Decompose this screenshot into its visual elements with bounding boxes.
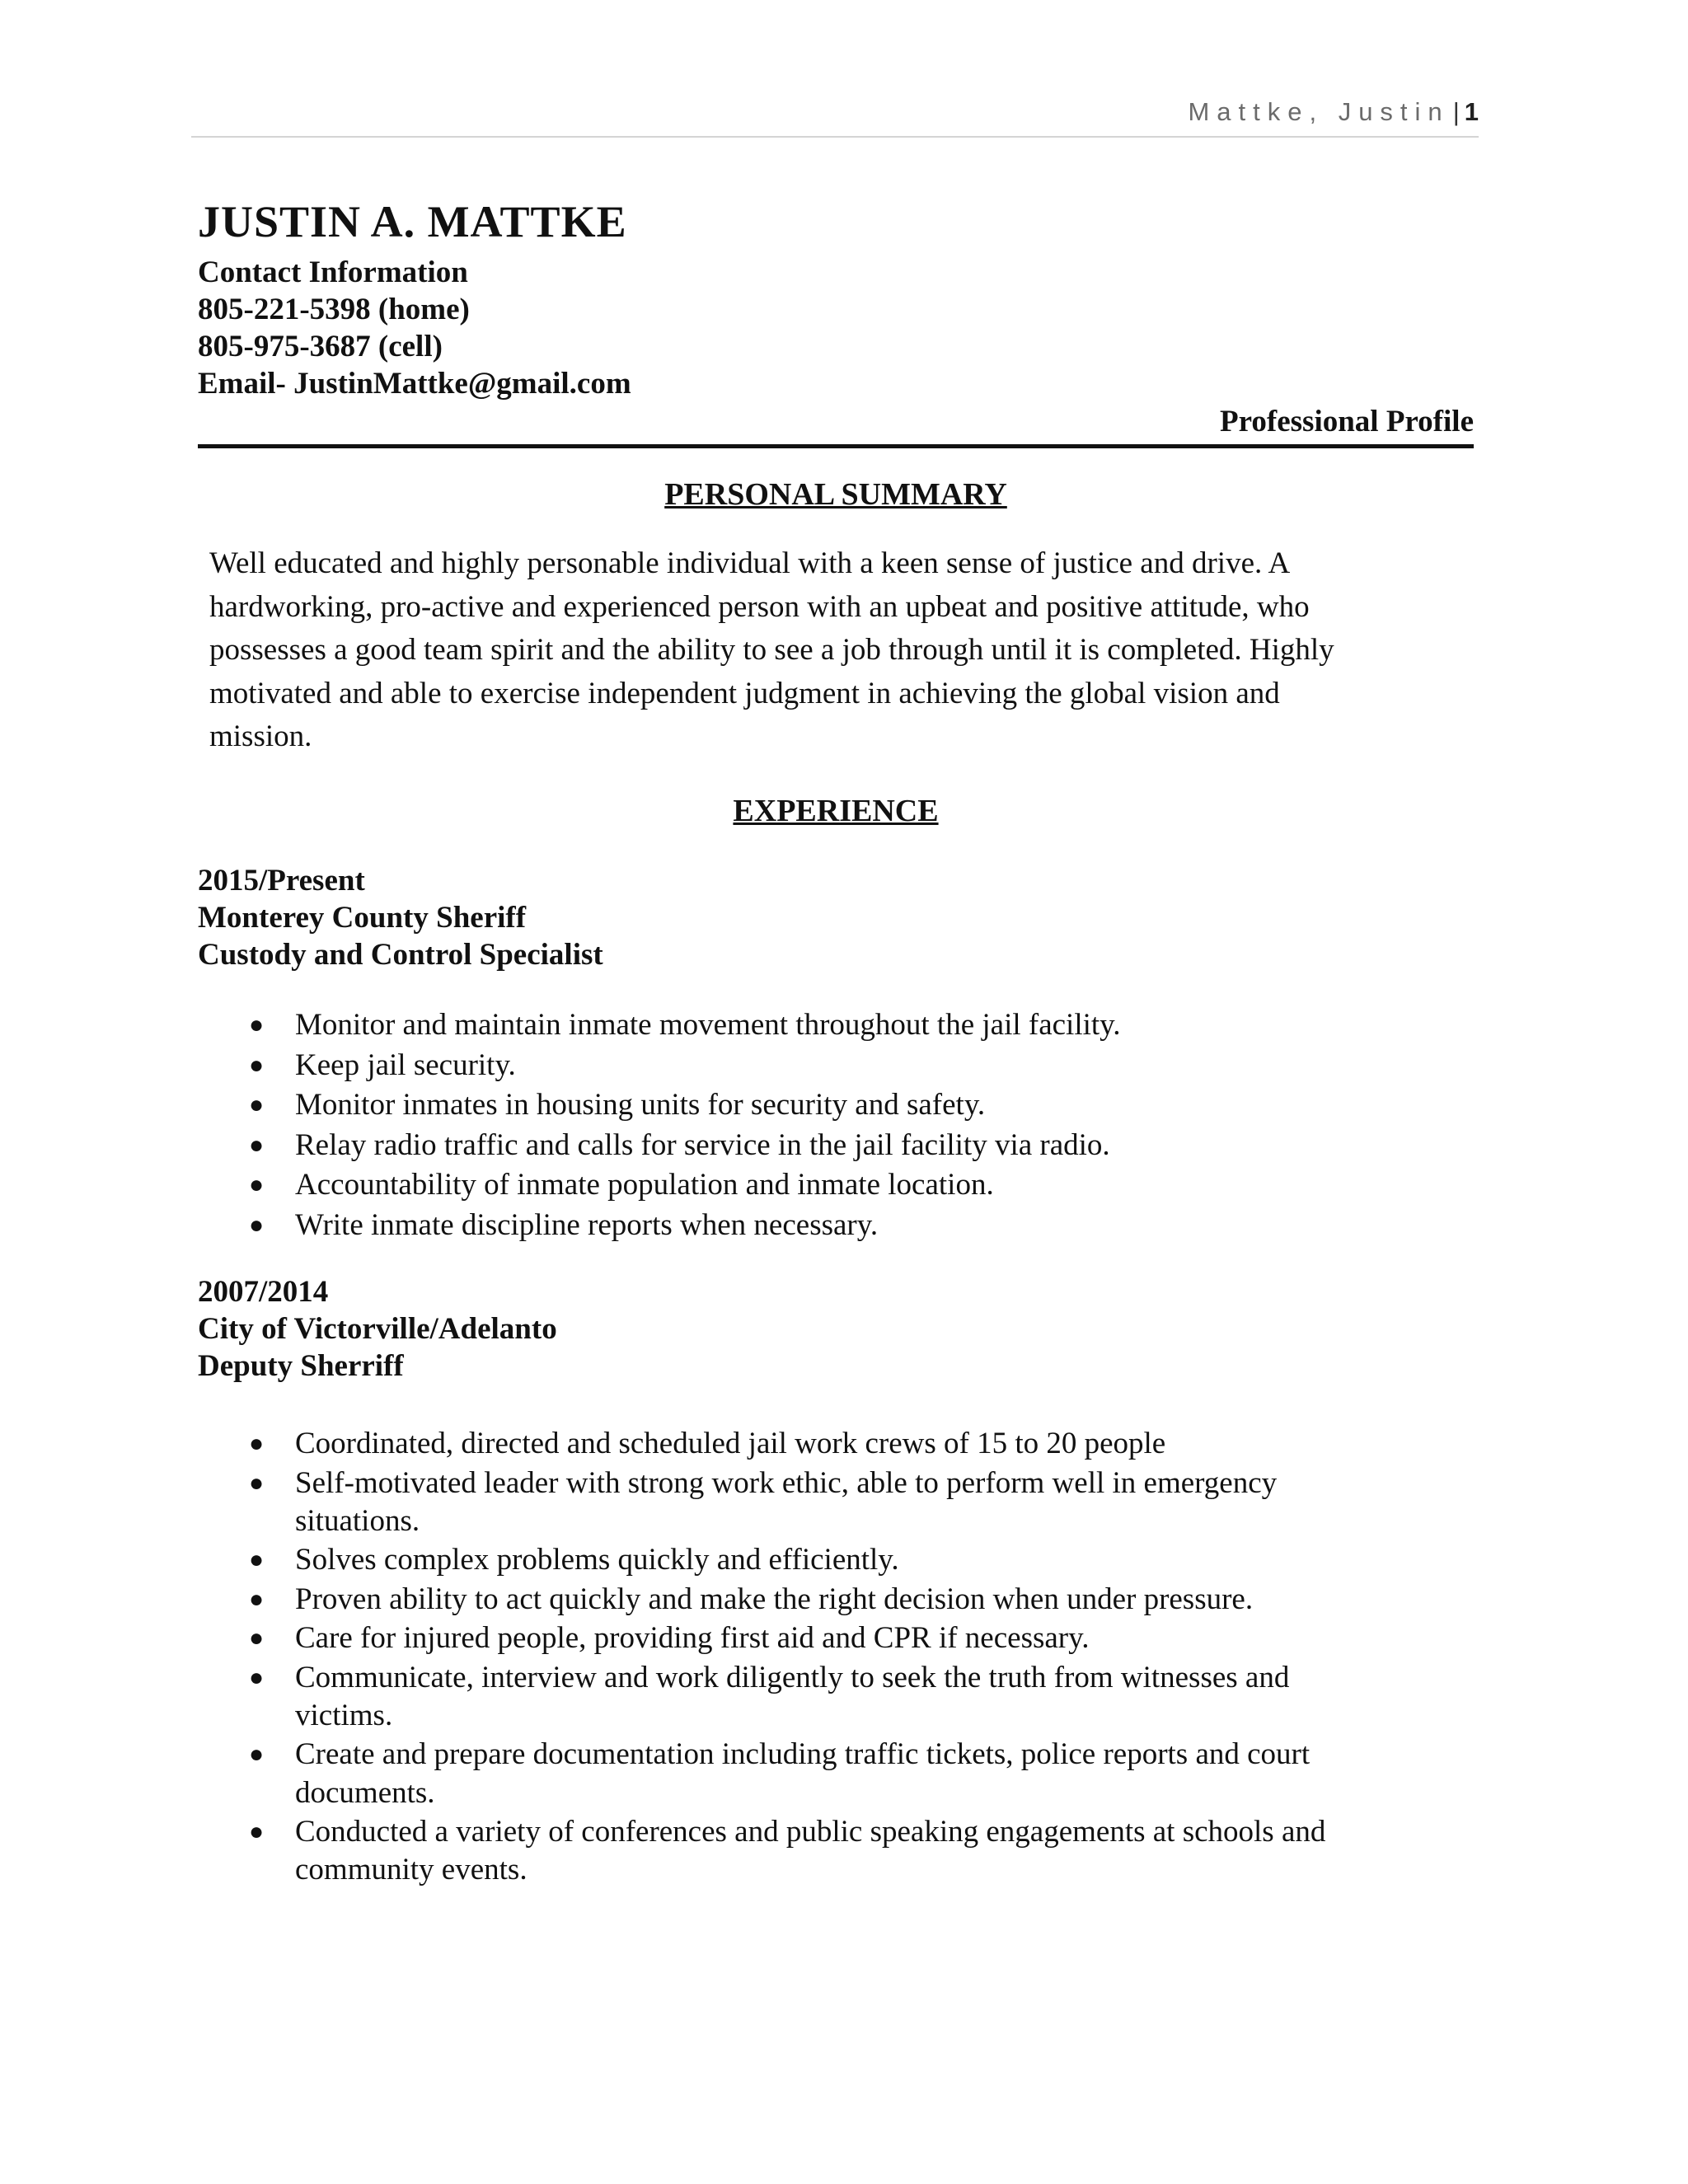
duty-item [198, 1126, 1121, 1166]
job-header [198, 862, 603, 973]
duty-text: documents. [295, 1775, 435, 1810]
job-duties-list [198, 1424, 1325, 1889]
duty-text: Keep jail security. [295, 1047, 516, 1082]
duty-text: Coordinated, directed and scheduled jail work crews of 15 to 20 people [295, 1427, 1166, 1460]
bullet-icon: ● [249, 1430, 265, 1457]
bullet-icon: ● [249, 1546, 265, 1573]
job-employer: Monterey County Sheriff [198, 901, 527, 935]
duty-item [198, 1464, 1325, 1541]
bullet-icon: ● [249, 1585, 265, 1613]
page-header-separator: | [1452, 97, 1460, 126]
bullet-icon: ● [249, 1091, 265, 1119]
contact-block [198, 254, 631, 402]
job-header [198, 1273, 557, 1385]
professional-profile-label: Professional Profile [198, 404, 1474, 448]
summary-line: mission. [209, 719, 312, 753]
duty-text: Communicate, interview and work diligently to seek the truth from witnesses and [295, 1660, 1290, 1694]
contact-heading: Contact Information [198, 255, 468, 289]
duty-text: Accountability of inmate population and inmate location. [295, 1168, 994, 1202]
duty-item [198, 1424, 1325, 1464]
duty-item [198, 1165, 1121, 1206]
bullet-icon: ● [249, 1624, 265, 1652]
duty-item [198, 1046, 1121, 1086]
duty-text: Monitor inmates in housing units for security and safety. [295, 1088, 986, 1122]
job-duties-list [198, 1005, 1121, 1246]
duty-text: victims. [295, 1699, 393, 1732]
home-phone: 805-221-5398 (home) [198, 293, 470, 326]
duty-text: Relay radio traffic and calls for service in the jail facility via radio. [295, 1127, 1110, 1162]
header-divider [191, 136, 1479, 138]
duty-item [198, 1619, 1325, 1658]
job-dates: 2007/2014 [198, 1275, 329, 1309]
bullet-icon: ● [249, 1051, 265, 1079]
bullet-icon: ● [249, 1131, 265, 1159]
job-position: Deputy Sherriff [198, 1349, 404, 1383]
bullet-icon: ● [249, 1817, 265, 1845]
page-header [191, 97, 1479, 127]
duty-text: Create and prepare documentation including traffic tickets, police reports and court [295, 1737, 1311, 1771]
resume-name: JUSTIN A. MATTKE [198, 197, 627, 246]
bullet-icon: ● [249, 1011, 265, 1038]
duty-text: Solves complex problems quickly and efficiently. [295, 1543, 899, 1577]
page-number: 1 [1464, 97, 1479, 126]
summary-line: possesses a good team spirit and the ability to see a job through until it is completed. Highly [209, 633, 1334, 667]
bullet-icon: ● [249, 1171, 265, 1199]
duty-item [198, 1658, 1325, 1736]
bullet-icon: ● [249, 1741, 265, 1768]
duty-text: Monitor and maintain inmate movement throughout the jail facility. [295, 1008, 1121, 1042]
summary-line: hardworking, pro-active and experienced person with an upbeat and positive attitude, who [209, 589, 1310, 624]
summary-line: motivated and able to exercise independent judgment in achieving the global vision and [209, 676, 1280, 710]
job-dates: 2015/Present [198, 864, 365, 898]
duty-item [198, 1580, 1325, 1619]
summary-paragraph [209, 542, 1446, 759]
duty-text: community events. [295, 1853, 528, 1886]
bullet-icon: ● [249, 1469, 265, 1497]
duty-text: Proven ability to act quickly and make the right decision when under pressure. [295, 1582, 1254, 1616]
duty-text: Care for injured people, providing first aid and CPR if necessary. [295, 1621, 1090, 1655]
duty-text: Conducted a variety of conferences and public speaking engagements at schools and [295, 1814, 1326, 1849]
duty-item [198, 1735, 1325, 1812]
job-employer: City of Victorville/Adelanto [198, 1312, 557, 1346]
bullet-icon: ● [249, 1211, 265, 1239]
experience-heading: EXPERIENCE [733, 794, 939, 828]
duty-item [198, 1085, 1121, 1126]
duty-item [198, 1005, 1121, 1046]
personal-summary-heading: PERSONAL SUMMARY [664, 477, 1007, 512]
cell-phone: 805-975-3687 (cell) [198, 330, 443, 363]
duty-item [198, 1206, 1121, 1246]
job-position: Custody and Control Specialist [198, 938, 603, 972]
bullet-icon: ● [249, 1663, 265, 1691]
page-header-name: Mattke, Justin [1188, 97, 1450, 126]
duty-text: Write inmate discipline reports when necessary. [295, 1207, 879, 1242]
duty-text: Self-motivated leader with strong work ethic, able to perform well in emergency [295, 1465, 1278, 1500]
duty-item [198, 1540, 1325, 1580]
summary-line: Well educated and highly personable individual with a keen sense of justice and drive. A [209, 546, 1291, 580]
email: Email- JustinMattke@gmail.com [198, 367, 631, 401]
duty-text: situations. [295, 1504, 420, 1538]
duty-item [198, 1812, 1325, 1890]
